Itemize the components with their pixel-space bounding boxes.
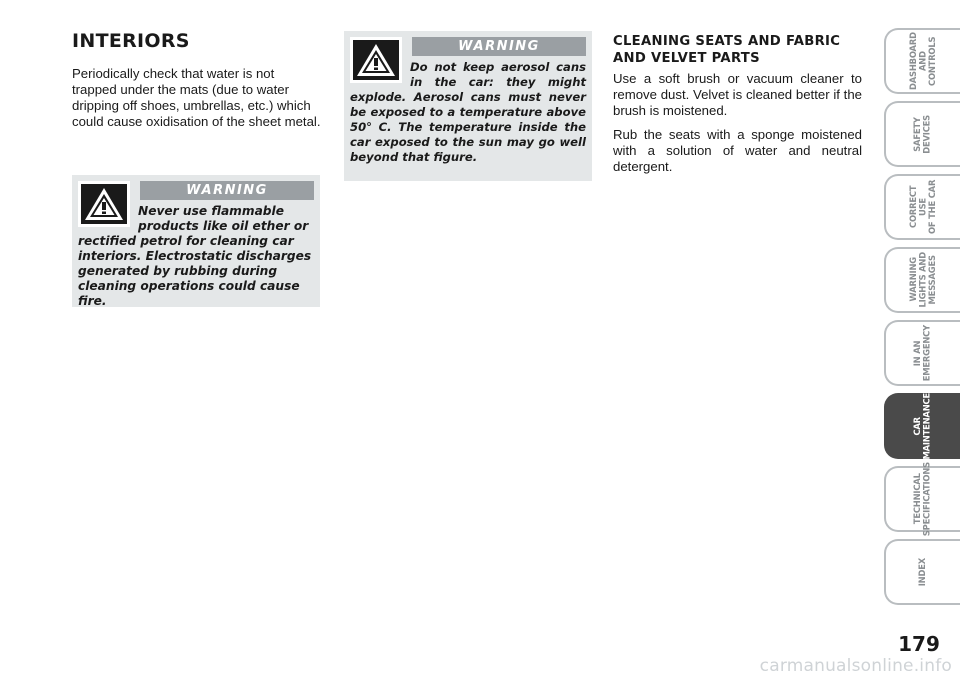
- tab-dashboard-and-controls[interactable]: [884, 28, 960, 94]
- tab-label: IN AN EMERGENCY: [912, 324, 932, 382]
- watermark: carmanualsonline.info: [759, 656, 952, 676]
- warning-triangle-icon: [350, 37, 402, 83]
- interiors-heading: INTERIORS: [72, 30, 190, 52]
- tab-label: SAFETY DEVICES: [912, 114, 932, 154]
- aerosol-warning-box: [344, 31, 592, 181]
- tab-in-an-emergency[interactable]: [884, 320, 960, 386]
- tab-index[interactable]: [884, 539, 960, 605]
- warning-label: WARNING: [140, 181, 314, 200]
- cleaning-seats-heading: CLEANING SEATS AND FABRIC AND VELVET PARTS: [613, 34, 841, 66]
- warning-triangle-icon: [78, 181, 130, 227]
- cleaning-paragraph-1: Use a soft brush or vacuum cleaner to remove dust. Velvet is cleaned better if the brush is moistened.: [613, 71, 862, 118]
- interiors-paragraph: Periodically check that water is not trapped under the mats (due to water dripping off shoes, umbrellas, etc.) which could cause oxidisation of the sheet metal.: [72, 66, 321, 129]
- tab-warning-lights-and-messages[interactable]: [884, 247, 960, 313]
- tab-car-maintenance[interactable]: [884, 393, 960, 459]
- aerosol-warning-text: Do not keep aerosol cans in the car: they might explode. Aerosol cans must never be exposed to a temperature above 50° C. The temperature inside the car exposed to the sun may go well beyond that figure.: [350, 60, 586, 164]
- page-number: 179: [898, 632, 940, 656]
- cleaning-paragraph-2: Rub the seats with a sponge moistened with a solution of water and neutral detergent.: [613, 127, 862, 174]
- chapter-tabs: [884, 28, 960, 612]
- interiors-section: [72, 30, 322, 130]
- flammable-warning-box: [72, 175, 320, 307]
- tab-label: CAR MAINTENANCE: [912, 392, 932, 460]
- tab-label: CORRECT USE OF THE CAR: [907, 179, 937, 235]
- tab-correct-use-of-the-car[interactable]: [884, 174, 960, 240]
- tab-technical-specifications[interactable]: [884, 461, 960, 537]
- flammable-warning-text: Never use flammable products like oil ether or rectified petrol for cleaning car interiors. Electrostatic discharges generated by rubbing during cleaning operations could cause fire.: [78, 204, 312, 308]
- tab-safety-devices[interactable]: [884, 101, 960, 167]
- tab-label: DASHBOARD AND CONTROLS: [907, 32, 937, 90]
- warning-label: WARNING: [412, 37, 586, 56]
- tab-label: TECHNICAL SPECIFICATIONS: [912, 461, 932, 537]
- tab-label: WARNING LIGHTS AND MESSAGES: [907, 252, 937, 308]
- tab-label: INDEX: [917, 557, 928, 587]
- cleaning-seats-section: [613, 33, 862, 183]
